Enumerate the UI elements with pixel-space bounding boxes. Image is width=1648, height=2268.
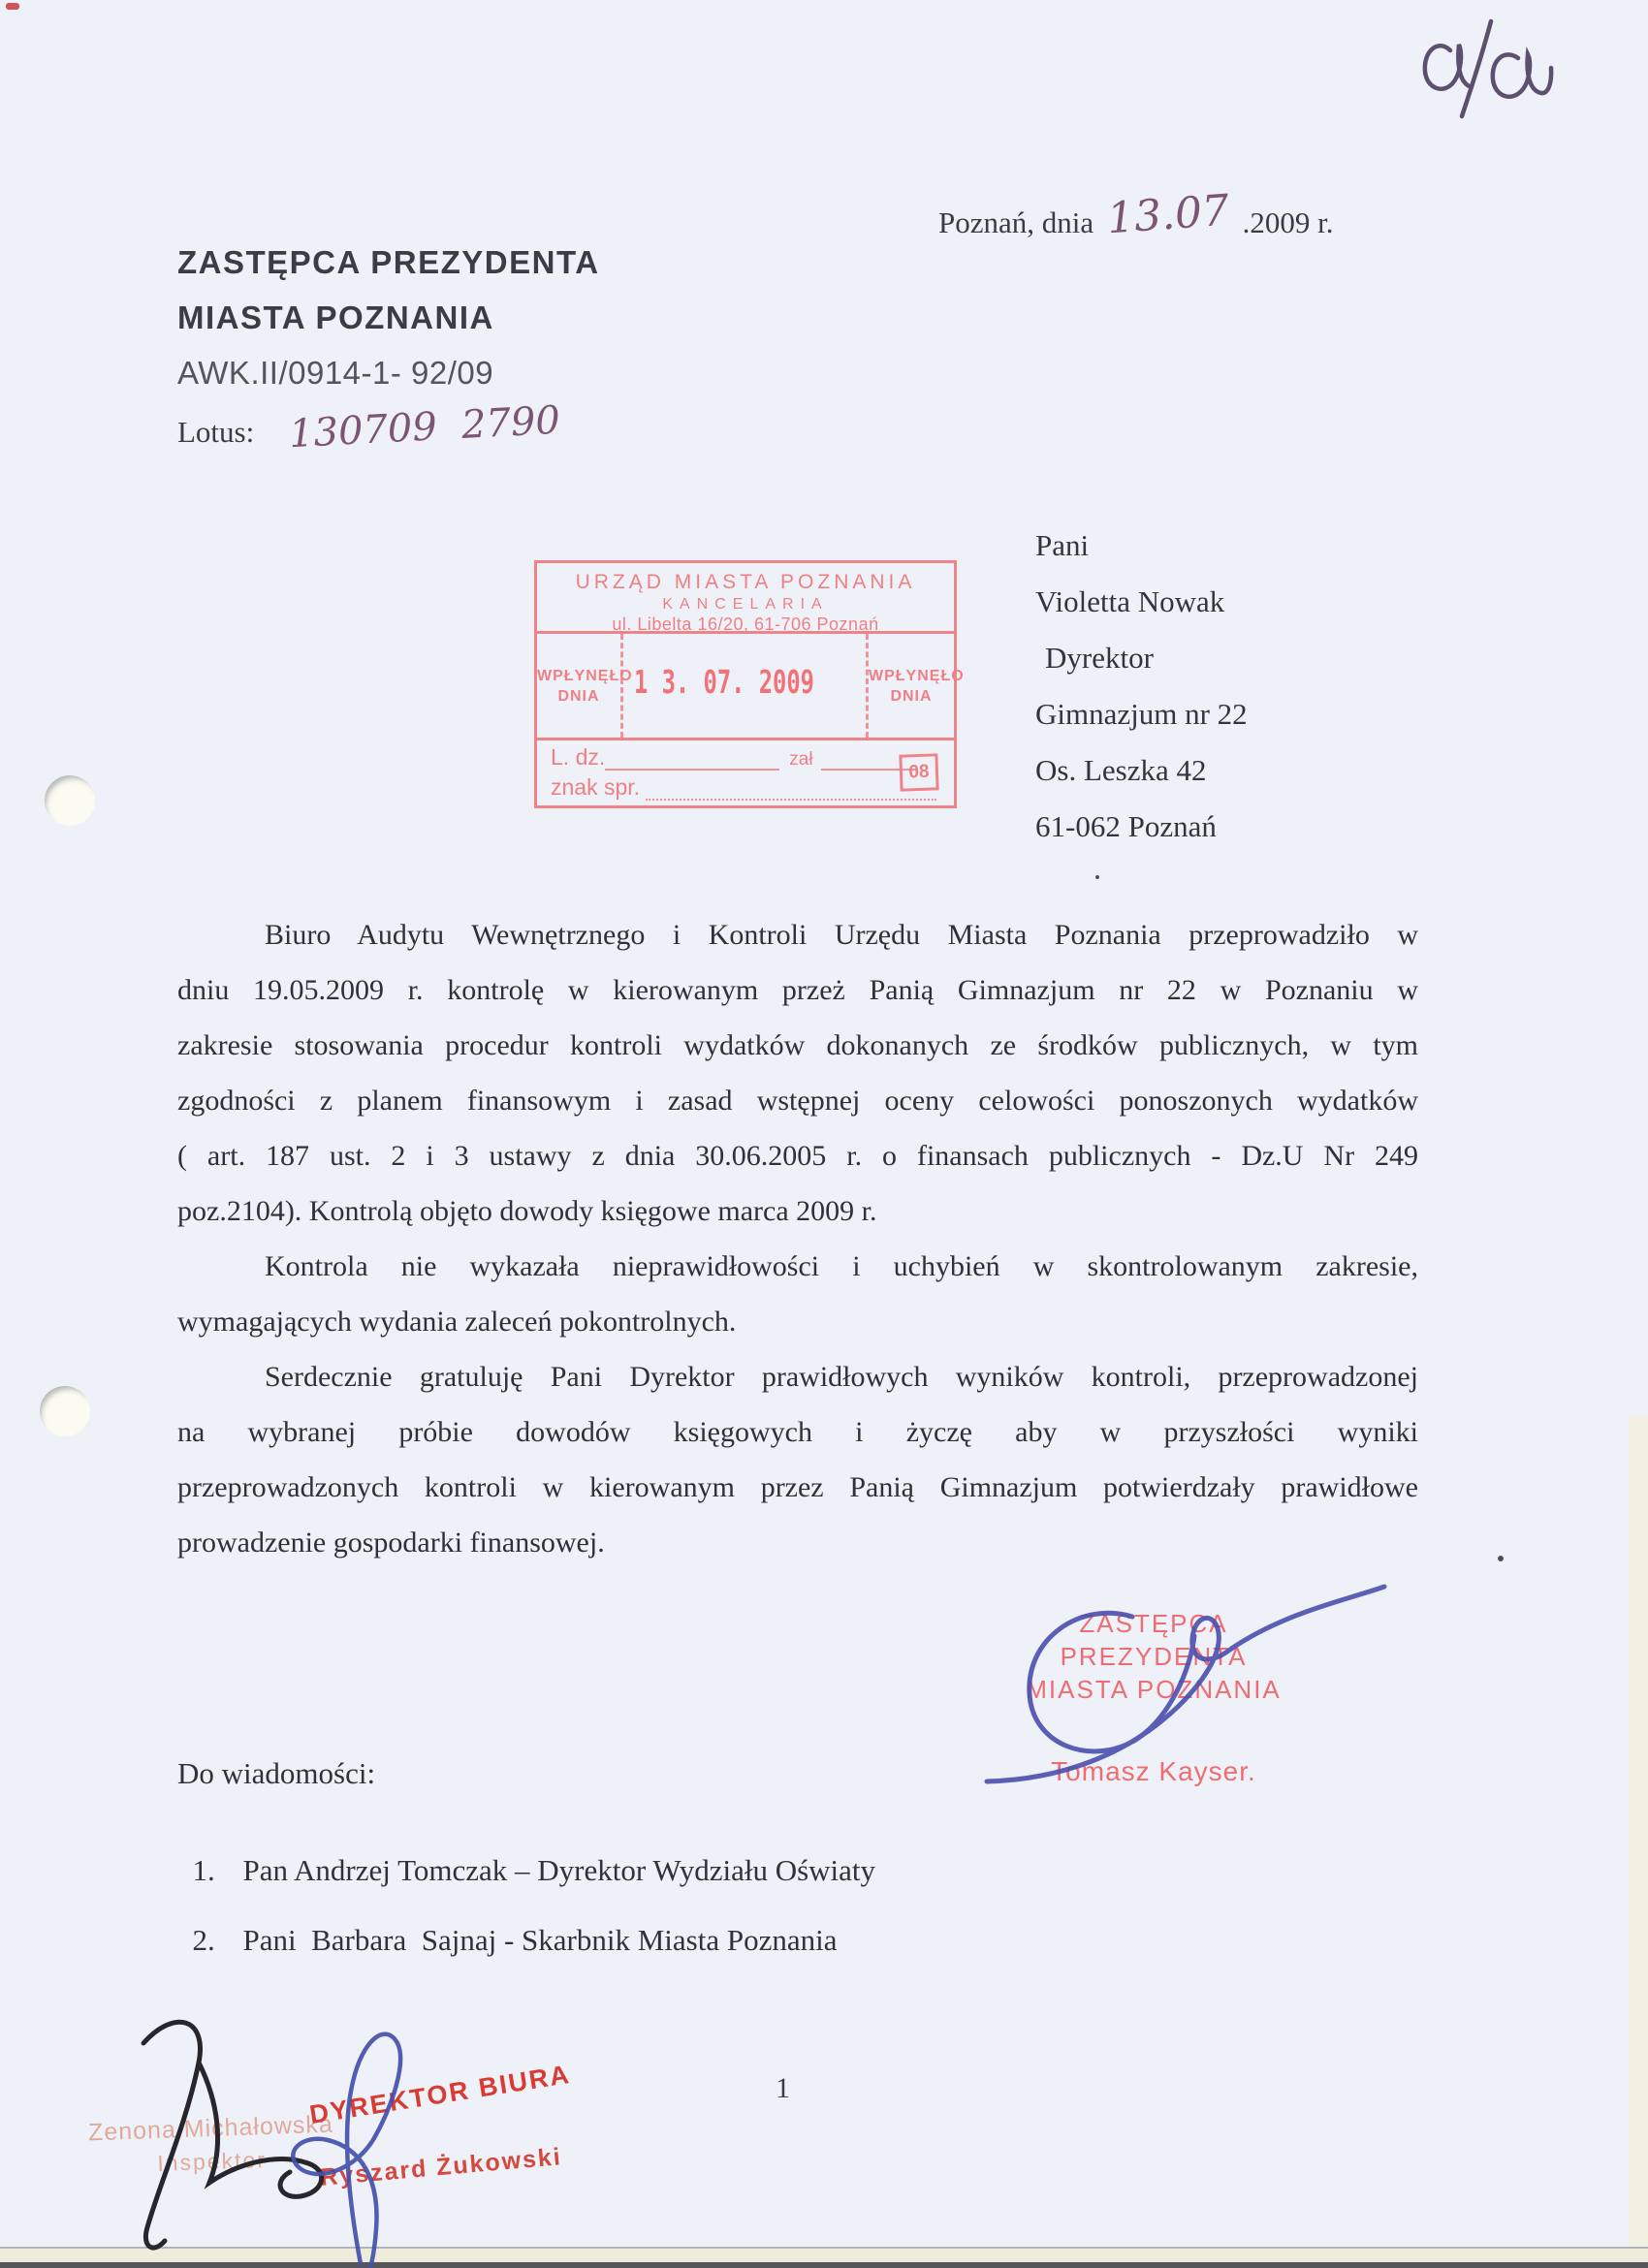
dateline	[938, 185, 1334, 244]
received-date-label-left: WPŁYNĘŁO DNIA	[537, 634, 623, 738]
letterhead-reference-number: AWK.II/0914-1- 92/09	[177, 355, 494, 391]
ink-speck	[1095, 875, 1099, 879]
lotus-row	[177, 397, 561, 457]
dateline-suffix: .2009 r.	[1242, 205, 1334, 239]
handwritten-day-month: 13.07	[1105, 185, 1231, 244]
recipient-salutation: Pani	[1035, 528, 1090, 562]
signer-stamp-line2: MIASTA POZNANIA	[1026, 1675, 1282, 1704]
registry-stamp-header	[537, 563, 954, 634]
letter-body	[177, 919, 1418, 1582]
recipient-city: 61-062 Poznań	[1035, 809, 1217, 843]
cc-item-2	[177, 1888, 837, 1958]
body-line: Biuro Audytu Wewnętrznego i Kontroli Urzędu Miasta Poznania przeprowadziło w	[265, 919, 1418, 951]
letterhead-title-line2: MIASTA POZNANIA	[177, 299, 494, 335]
scan-corner-mark	[6, 3, 19, 10]
cc-item-text: Pan Andrzej Tomczak – Dyrektor Wydziału Oświaty	[242, 1853, 876, 1887]
signer-stamp-line1: ZASTĘPCA PREZYDENTA	[1060, 1609, 1248, 1671]
znak-label: znak spr.	[551, 774, 641, 800]
hole-punch-bottom	[40, 1386, 90, 1436]
cc-item-number: 2.	[192, 1923, 215, 1957]
received-date-stamp: 1 3. 07. 2009	[634, 663, 814, 701]
recipient-street: Os. Leszka 42	[1035, 753, 1207, 787]
body-line: prowadzenie gospodarki finansowej.	[177, 1527, 605, 1559]
body-line: na wybranej próbie dowodów księgowych i życzę aby w przyszłości wyniki	[177, 1416, 1418, 1448]
recipient-institution: Gimnazjum nr 22	[1035, 697, 1248, 731]
ldz-blank-line	[605, 745, 779, 771]
ldz-label: L. dz.	[551, 744, 606, 770]
body-line: wymagających wydania zaleceń pokontrolnych.	[177, 1306, 737, 1338]
director-stamp-name: Ryszard Żukowski	[319, 2143, 563, 2191]
body-line: dniu 19.05.2009 r. kontrolę w kierowanym przeż Panią Gimnazjum nr 22 w Poznaniu w	[177, 974, 1418, 1006]
scan-edge-right	[1629, 1415, 1648, 2268]
dateline-prefix: Poznań, dnia	[938, 205, 1094, 239]
body-line: ( art. 187 ust. 2 i 3 ustawy z dnia 30.06.2005 r. o finansach publicznych - Dz.U Nr 249	[177, 1140, 1418, 1172]
body-line: zgodności z planem finansowym i zasad wstępnej oceny celowości ponoszonych wydatków	[177, 1085, 1418, 1117]
registry-stamp-code-box: 08	[899, 753, 938, 791]
hole-punch-top	[45, 775, 95, 826]
registry-stamp-office: KANCELARIA	[662, 596, 829, 613]
ink-speck	[1498, 1556, 1504, 1561]
registry-stamp	[534, 560, 965, 808]
recipient-title: Dyrektor	[1045, 641, 1154, 675]
body-line: poz.2104). Kontrolą objęto dowody księgowe marca 2009 r.	[177, 1195, 877, 1227]
body-line: Kontrola nie wykazała nieprawidłowości i uchybień w skontrolowanym zakresie,	[265, 1250, 1418, 1282]
received-date-label-right: WPŁYNĘŁO DNIA	[866, 634, 954, 738]
scan-edge-shadow	[0, 2262, 1648, 2268]
registry-stamp-org: URZĄD MIASTA POZNANIA	[575, 571, 916, 593]
cc-item-text: Pani Barbara Sajnaj - Skarbnik Miasta Poznania	[242, 1923, 838, 1957]
znak-blank-line	[646, 775, 936, 801]
top-right-note-ink	[1425, 21, 1551, 116]
cc-item-number: 1.	[192, 1853, 215, 1887]
registry-stamp-address: ul. Libelta 16/20, 61-706 Poznań	[612, 614, 879, 634]
inspector-title: Inspektor	[156, 2147, 268, 2176]
inspector-name: Zenona Michałowska	[87, 2110, 334, 2147]
lotus-handwritten-number: 130709 2790	[287, 397, 561, 457]
cc-item-1	[177, 1818, 875, 1888]
cc-label: Do wiadomości:	[177, 1756, 376, 1790]
body-line: Serdecznie gratuluję Pani Dyrektor prawidłowych wyników kontroli, przeprowadzonej	[265, 1361, 1418, 1393]
body-line: przeprowadzonych kontroli w kierowanym przez Panią Gimnazjum potwierdzały prawidłowe	[177, 1471, 1418, 1503]
registry-stamp-middle-row	[537, 634, 965, 738]
director-stamp-title: DYREKTOR BIURA	[307, 2059, 573, 2130]
signer-name: Tomasz Kayser.	[1051, 1756, 1256, 1786]
lotus-label: Lotus:	[177, 415, 255, 449]
body-line: zakresie stosowania procedur kontroli wydatków dokonanych ze środków publicznych, w tym	[177, 1029, 1418, 1061]
recipient-name: Violetta Nowak	[1035, 584, 1225, 618]
scan-edge-paper-under	[0, 2249, 1648, 2262]
page-number: 1	[776, 2072, 790, 2104]
recipient-address	[1035, 518, 1248, 855]
registry-stamp-bottom	[537, 738, 954, 800]
signer-stamp	[983, 1607, 1324, 1787]
letterhead-title-line1: ZASTĘPCA PREZYDENTA	[177, 244, 600, 280]
zal-label: zał	[789, 749, 813, 770]
